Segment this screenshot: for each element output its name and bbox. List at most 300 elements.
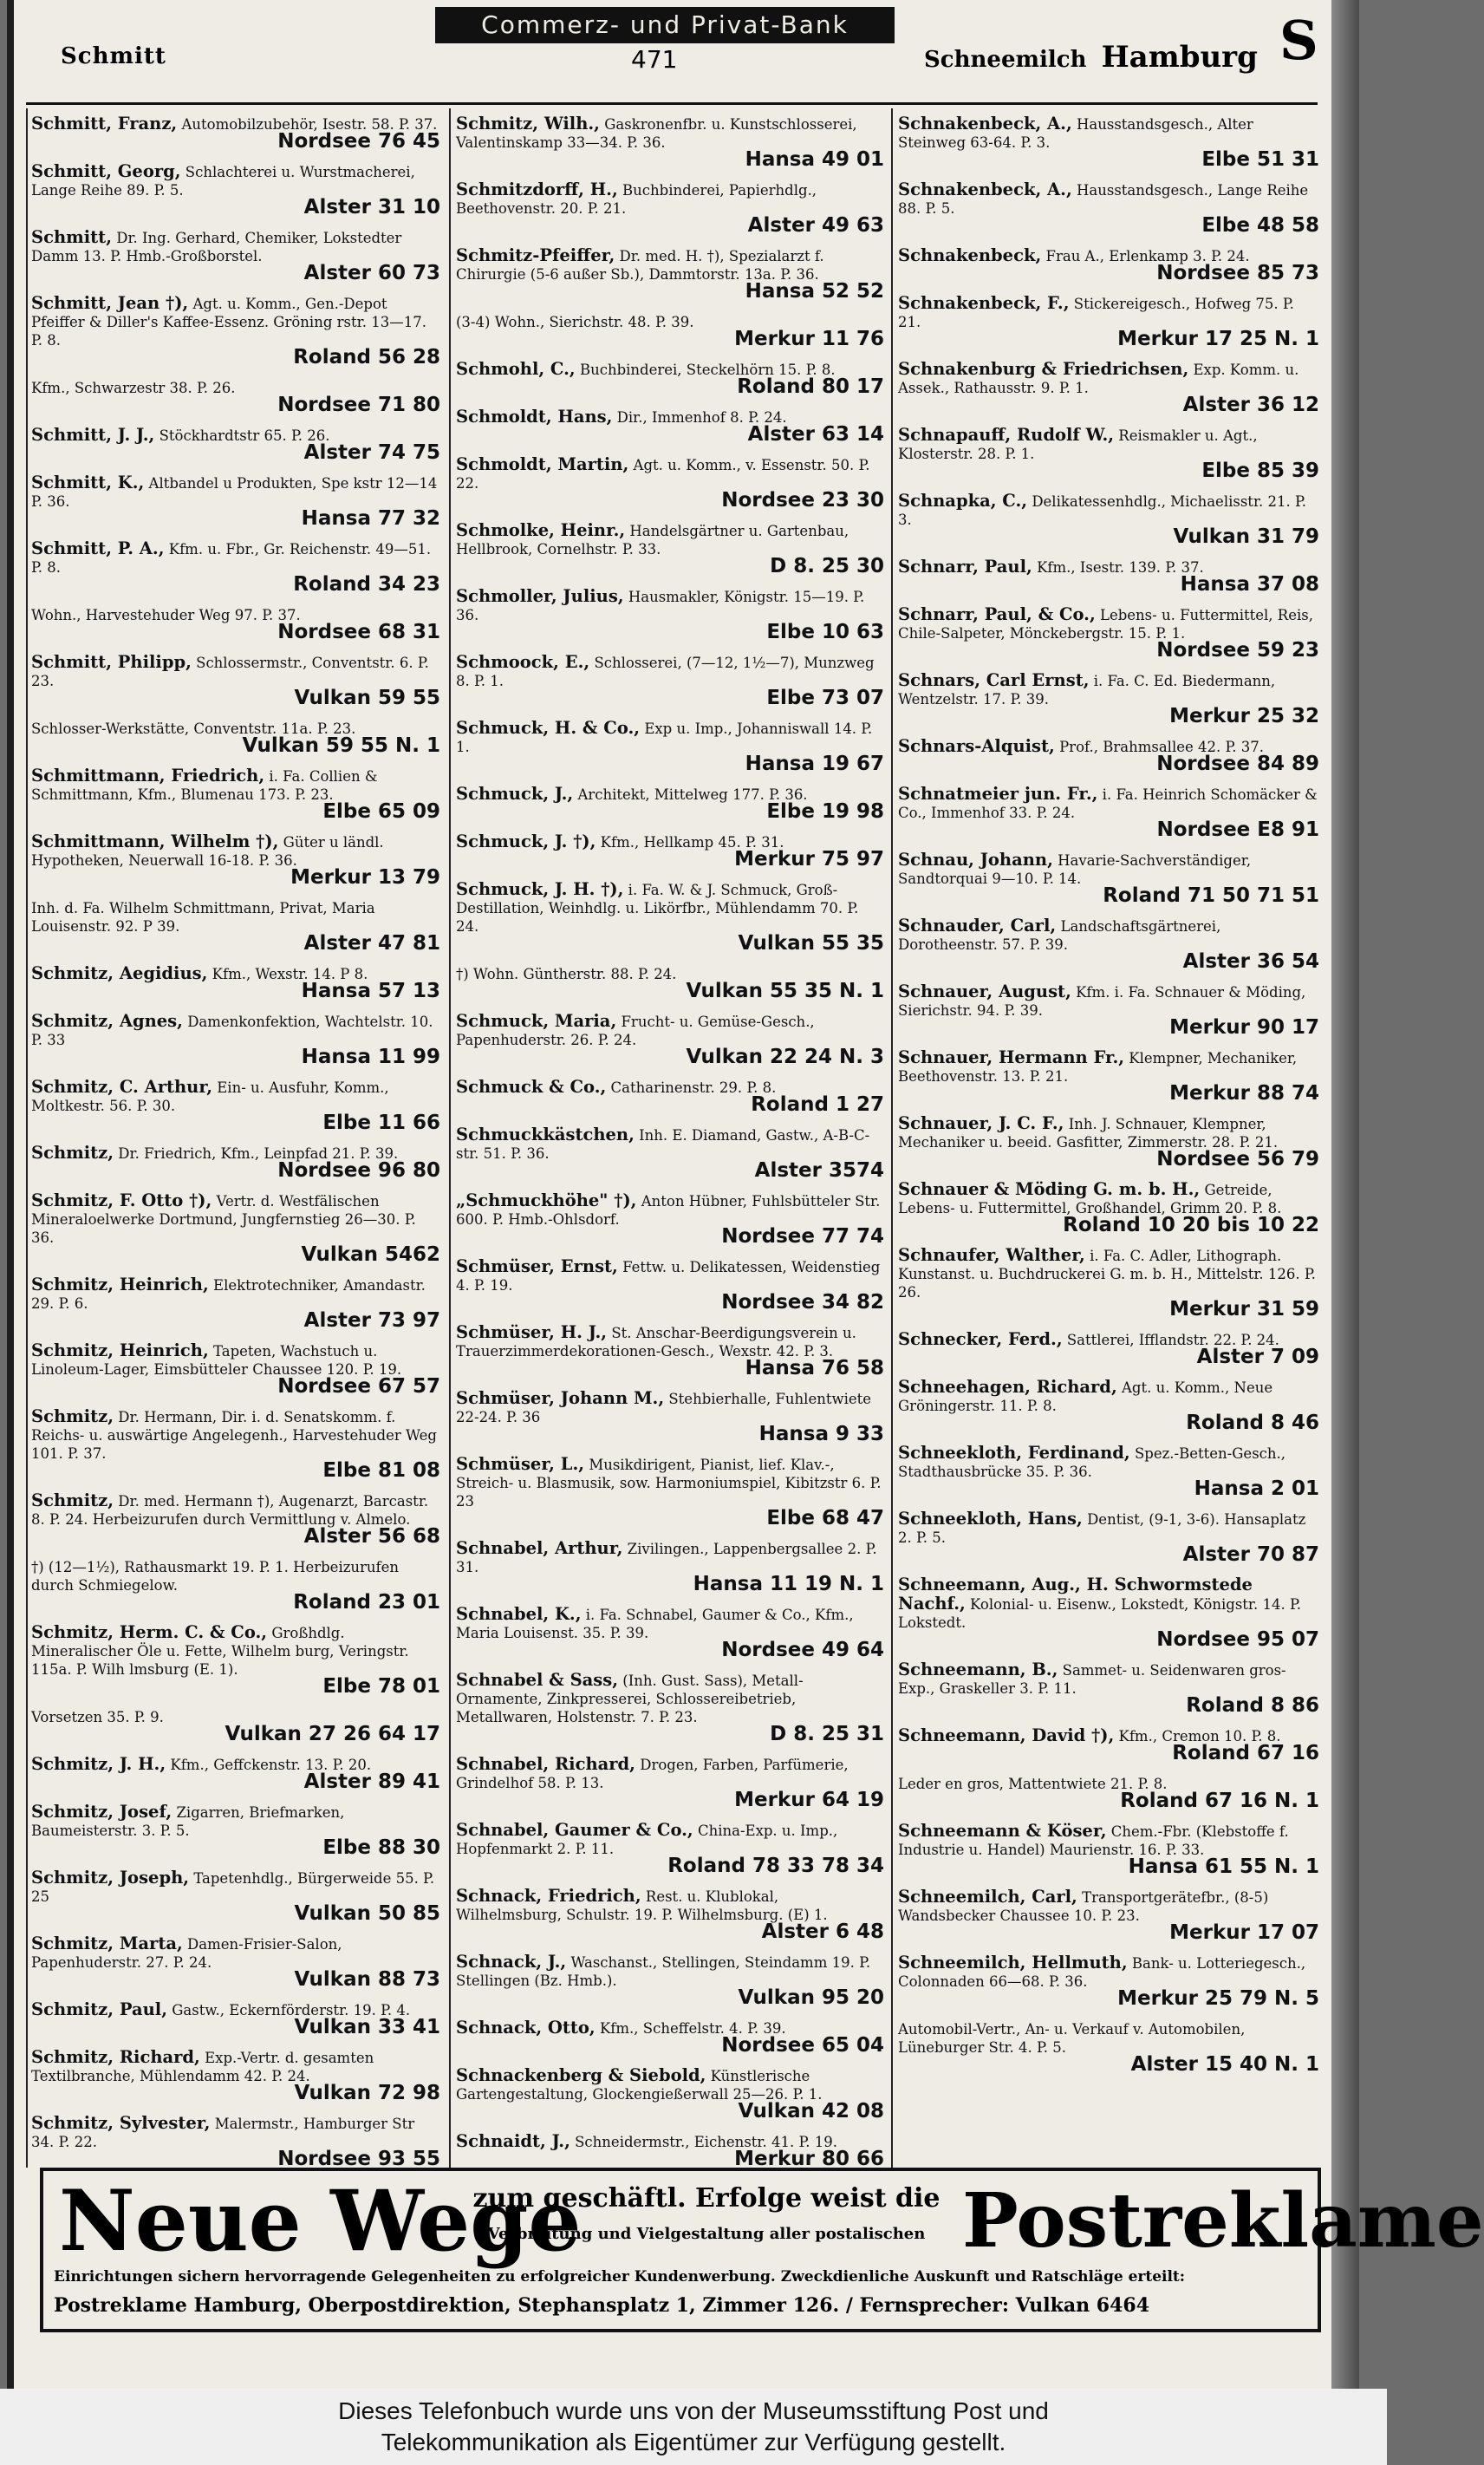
entry-name: Schnars, Carl Ernst, bbox=[898, 670, 1090, 690]
entry-name: Schneekloth, Hans, bbox=[898, 1509, 1083, 1529]
entry-phone: Hansa 19 67 bbox=[745, 753, 884, 775]
listing-entry bbox=[31, 2114, 440, 2170]
phonebook-page bbox=[7, 0, 1484, 2389]
entry-details: Fettw. u. Delikatessen, Weidenstieg 4. P. 19. bbox=[456, 1259, 881, 1294]
listing-entry bbox=[31, 473, 440, 530]
entry-details: Künstlerische Gartengestaltung, Glockengießerwall 25—26. P. 1. bbox=[456, 2068, 823, 2103]
entry-details: †) (12—1½), Rathausmarkt 19. P. 1. Herbeizurufen durch Schmiegelow. bbox=[31, 1559, 400, 1594]
entry-details: Anton Hübner, Fuhlsbütteler Str. 600. P. Hmb.-Ohlsdorf. bbox=[456, 1193, 881, 1228]
entry-phone: Roland 10 20 bis 10 22 bbox=[1063, 1214, 1319, 1236]
entry-details: Kfm., Hellkamp 45. P. 31. bbox=[600, 834, 784, 851]
entry-phone: Nordsee 59 23 bbox=[1156, 639, 1319, 662]
entry-phone: Nordsee E8 91 bbox=[1156, 818, 1319, 841]
entry-name: Schnauder, Carl, bbox=[898, 916, 1057, 936]
entry-phone: Nordsee 23 30 bbox=[721, 489, 884, 512]
listing-entry bbox=[898, 1444, 1319, 1500]
ad-headline-left: Neue Wege bbox=[59, 2172, 582, 2270]
listing-entry bbox=[31, 964, 440, 1002]
entry-details: Dir., Immenhof 8. P. 24. bbox=[616, 409, 787, 426]
entry-phone: Merkur 90 17 bbox=[1169, 1016, 1319, 1039]
entry-details: Kfm., Wexstr. 14. P 8. bbox=[212, 966, 368, 982]
entry-details: Agt. u. Komm., v. Essenstr. 50. P. 22. bbox=[456, 457, 870, 492]
entry-name: Schnakenbeck, A., bbox=[898, 114, 1072, 134]
entry-name: Schmitz, Marta, bbox=[31, 1934, 183, 1953]
listing-entry bbox=[456, 246, 884, 303]
listing-column-1 bbox=[31, 114, 440, 2170]
entry-phone: Nordsee 96 80 bbox=[277, 1159, 440, 1182]
entry-details: Wohn., Harvestehuder Weg 97. P. 37. bbox=[31, 607, 301, 623]
entry-details: Güter u ländl. Hypotheken, Neuerwall 16-18. P. 36. bbox=[31, 834, 384, 869]
listing-entry bbox=[31, 1144, 440, 1182]
listing-entry bbox=[31, 719, 440, 757]
entry-phone: Roland 1 27 bbox=[751, 1093, 884, 1116]
entry-phone: Nordsee 56 79 bbox=[1156, 1148, 1319, 1171]
listing-entry bbox=[898, 294, 1319, 350]
entry-name: Schmitt, bbox=[31, 227, 112, 247]
entry-details: Dr. Ing. Gerhard, Chemiker, Lokstedter Damm 13. P. Hmb.-Großborstel. bbox=[31, 230, 402, 264]
entry-phone: Merkur 31 59 bbox=[1169, 1298, 1319, 1321]
listing-entry bbox=[898, 1048, 1319, 1105]
entry-phone: Elbe 88 30 bbox=[322, 1836, 440, 1859]
entry-details: (Inh. Gust. Sass), Metall-Ornamente, Zinkpresserei, Schlossereibetrieb, Metallwaren, Holstenstr. 7. P. 23. bbox=[456, 1673, 804, 1725]
listing-entry bbox=[456, 587, 884, 643]
entry-phone: Merkur 75 97 bbox=[734, 848, 884, 871]
entry-name: Schnakenbeck, F., bbox=[898, 293, 1070, 313]
entry-details: Dr. med. Hermann †), Augenarzt, Barcastr. 8. P. 24. Herbeizurufen durch Vermittlung v. Almelo. bbox=[31, 1493, 429, 1528]
entry-details: Damenkonfektion, Wachtelstr. 10. P. 33 bbox=[31, 1014, 433, 1048]
listing-entry bbox=[456, 1389, 884, 1445]
entry-details: Frucht- u. Gemüse-Gesch., Papenhuderstr. 26. P. 24. bbox=[456, 1014, 815, 1048]
entry-name: Schmüser, Johann M., bbox=[456, 1388, 665, 1408]
entry-details: Schneidermstr., Eichenstr. 41. P. 19. bbox=[575, 2134, 837, 2150]
entry-name: Schmitz, F. Otto †), bbox=[31, 1190, 212, 1210]
ad-headline-middle: zum geschäftl. Erfolge weist die bbox=[472, 2183, 941, 2214]
entry-details: Inh. J. Schnauer, Klempner, Mechaniker u. beeid. Gasfitter, Zimmerstr. 28. P. 21. bbox=[898, 1116, 1279, 1151]
listing-entry bbox=[31, 378, 440, 416]
entry-details: i. Fa. Schnabel, Gaumer & Co., Kfm., Maria Louisenst. 35. P. 39. bbox=[456, 1607, 854, 1641]
entry-name: Schmitz, Richard, bbox=[31, 2047, 200, 2067]
entry-details: Drogen, Farben, Parfümerie, Grindelhof 58. P. 13. bbox=[456, 1757, 849, 1791]
ad-headline-right: Postreklame bbox=[962, 2177, 1484, 2265]
entry-phone: Hansa 57 13 bbox=[301, 980, 440, 1002]
entry-details: Delikatessenhdlg., Michaelisstr. 21. P. 3. bbox=[898, 493, 1306, 528]
listing-entry bbox=[456, 832, 884, 871]
entry-name: Schmuckkästchen, bbox=[456, 1125, 635, 1144]
entry-phone: Nordsee 49 64 bbox=[721, 1639, 884, 1661]
entry-phone: Hansa 37 08 bbox=[1180, 573, 1319, 596]
entry-name: Schmolke, Heinr., bbox=[456, 520, 626, 540]
entry-name: Schmitz, J. H., bbox=[31, 1754, 166, 1774]
entry-phone: Roland 78 33 78 34 bbox=[667, 1855, 884, 1877]
entry-name: Schnakenbeck, bbox=[898, 245, 1042, 265]
entry-phone: D 8. 25 30 bbox=[770, 555, 884, 577]
listing-entry bbox=[898, 1330, 1319, 1368]
entry-name: Schmitt, Jean †), bbox=[31, 293, 189, 313]
entry-name: Schmitz, Herm. C. & Co., bbox=[31, 1622, 268, 1642]
listing-entry bbox=[898, 851, 1319, 907]
header-city: Hamburg bbox=[1101, 40, 1258, 75]
listing-entry bbox=[456, 114, 884, 171]
entry-details: i. Fa. Collien & Schmittmann, Kfm., Blumenau 173. P. 23. bbox=[31, 768, 378, 803]
entry-details: Architekt, Mittelweg 177. P. 36. bbox=[577, 786, 808, 803]
listing-entry bbox=[898, 1180, 1319, 1236]
listing-entry bbox=[456, 2132, 884, 2170]
listing-entry bbox=[898, 1774, 1319, 1812]
entry-details: i. Fa. W. & J. Schmuck, Groß-Destillation, Weinhdlg. u. Likörfbr., Mühlendamm 70. P. 24. bbox=[456, 882, 859, 935]
entry-name: Schmitz, bbox=[31, 1490, 114, 1510]
listing-entry bbox=[31, 228, 440, 284]
entry-name: Schmitt, Georg, bbox=[31, 161, 181, 181]
entry-phone: Nordsee 76 45 bbox=[277, 130, 440, 153]
entry-details: Kfm., Schwarzestr 38. P. 26. bbox=[31, 380, 236, 396]
entry-phone: Vulkan 31 79 bbox=[1173, 525, 1319, 548]
entry-phone: Vulkan 55 35 N. 1 bbox=[686, 980, 884, 1002]
entry-details: Agt. u. Komm., Gen.-Depot Pfeiffer & Diller's Kaffee-Essenz. Gröning rstr. 13—17. P. 8. bbox=[31, 296, 426, 349]
entry-details: Klempner, Mechaniker, Beethovenstr. 13. P. 21. bbox=[898, 1050, 1298, 1085]
entry-name: Schmoldt, Hans, bbox=[456, 407, 613, 427]
entry-details: i. Fa. Heinrich Schomäcker & Co., Immenhof 33. P. 24. bbox=[898, 786, 1318, 821]
entry-name: Schnakenbeck, A., bbox=[898, 179, 1072, 199]
entry-phone: Elbe 81 08 bbox=[322, 1459, 440, 1482]
listing-entry bbox=[456, 455, 884, 512]
listing-entry bbox=[898, 246, 1319, 284]
entry-name: Schnatmeier jun. Fr., bbox=[898, 784, 1098, 804]
entry-name: Schmitz-Pfeiffer, bbox=[456, 245, 615, 265]
entry-name: Schmitt, P. A., bbox=[31, 538, 165, 558]
entry-phone: Roland 67 16 bbox=[1172, 1742, 1319, 1764]
entry-details: Vertr. d. Westfälischen Mineraloelwerke Dortmund, Jungfernstieg 26—30. P. 36. bbox=[31, 1193, 416, 1246]
entry-details: Elektrotechniker, Amandastr. 29. P. 6. bbox=[31, 1277, 426, 1312]
entry-details: Hausmakler, Königstr. 15—19. P. 36. bbox=[456, 589, 865, 623]
entry-details: Malermstr., Hamburger Str 34. P. 22. bbox=[31, 2116, 415, 2150]
listing-column-2 bbox=[456, 114, 884, 2170]
entry-name: Schnaidt, J., bbox=[456, 2131, 570, 2151]
listing-entry bbox=[898, 916, 1319, 973]
entry-phone: Roland 8 86 bbox=[1186, 1694, 1319, 1717]
listing-entry bbox=[31, 2048, 440, 2104]
entry-details: Hausstandsgesch., Alter Steinweg 63-64. P. 3. bbox=[898, 116, 1253, 151]
entry-name: Schmittmann, Wilhelm †), bbox=[31, 831, 279, 851]
entry-details: Exp. Komm. u. Assek., Rathausstr. 9. P. 1. bbox=[898, 362, 1299, 396]
entry-phone: Merkur 17 25 N. 1 bbox=[1117, 328, 1319, 350]
entry-phone: Nordsee 95 07 bbox=[1156, 1628, 1319, 1651]
listing-entry bbox=[31, 426, 440, 464]
entry-phone: Hansa 49 01 bbox=[745, 148, 884, 171]
listing-entry bbox=[31, 1755, 440, 1793]
listing-entry bbox=[31, 605, 440, 643]
entry-phone: Alster 63 14 bbox=[747, 423, 884, 446]
header-right-name-text: Schneemilch bbox=[924, 47, 1087, 73]
entry-name: Schmitz, Josef, bbox=[31, 1802, 172, 1822]
entry-details: Schlosser-Werkstätte, Conventstr. 11a. P. 23. bbox=[31, 721, 356, 737]
column-rule bbox=[449, 108, 451, 2168]
listing-entry bbox=[456, 1671, 884, 1745]
entry-details: Musikdirigent, Pianist, lief. Klav.-, Streich- u. Blasmusik, sow. Harmoniumspiel, Kibitzstr 6. P. 23 bbox=[456, 1457, 882, 1510]
entry-details: St. Anschar-Beerdigungsverein u. Trauerzimmerdekorationen-Gesch., Wexstr. 42. P. 3. bbox=[456, 1325, 856, 1360]
listing-entry bbox=[456, 2018, 884, 2057]
entry-phone: Alster 70 87 bbox=[1182, 1543, 1319, 1566]
entry-name: Schmuck, J. H. †), bbox=[456, 879, 624, 899]
entry-phone: Roland 80 17 bbox=[737, 375, 884, 398]
entry-phone: Alster 7 09 bbox=[1196, 1346, 1319, 1368]
listing-entry bbox=[456, 1125, 884, 1182]
page-number: 471 bbox=[631, 45, 678, 74]
entry-phone: Nordsee 77 74 bbox=[721, 1225, 884, 1248]
entry-details: Rest. u. Klublokal, Wilhelmsburg, Schulstr. 19. P. Wilhelmsburg. (E) 1. bbox=[456, 1888, 828, 1923]
entry-name: Schneemilch, Carl, bbox=[898, 1887, 1077, 1907]
listing-entry bbox=[456, 880, 884, 955]
entry-phone: Merkur 25 32 bbox=[1169, 705, 1319, 727]
entry-phone: Elbe 78 01 bbox=[322, 1675, 440, 1698]
listing-entry bbox=[31, 2000, 440, 2038]
entry-phone: Vulkan 55 35 bbox=[738, 932, 884, 955]
entry-name: Schnapka, C., bbox=[898, 491, 1028, 511]
entry-details: Schlossermstr., Conventstr. 6. P. 23. bbox=[31, 655, 429, 689]
entry-name: Schmitz, bbox=[31, 1143, 114, 1163]
listing-entry bbox=[456, 1821, 884, 1877]
listing-entry bbox=[31, 1491, 440, 1548]
entry-name: Schnabel & Sass, bbox=[456, 1670, 619, 1690]
entry-phone: Hansa 76 58 bbox=[745, 1357, 884, 1379]
listing-entry bbox=[31, 1803, 440, 1859]
listing-entry bbox=[31, 832, 440, 889]
entry-phone: Vulkan 59 55 N. 1 bbox=[242, 734, 440, 757]
entry-phone: Hansa 9 33 bbox=[758, 1423, 884, 1445]
entry-name: Schnarr, Paul, & Co., bbox=[898, 604, 1096, 624]
entry-phone: Alster 6 48 bbox=[761, 1920, 884, 1943]
entry-phone: Alster 36 12 bbox=[1182, 394, 1319, 416]
listing-entry bbox=[456, 964, 884, 1002]
entry-name: Schmitz, C. Arthur, bbox=[31, 1077, 212, 1097]
entry-name: Schmitz, bbox=[31, 1406, 114, 1426]
entry-details: Exp.-Vertr. d. gesamten Textilbranche, Mühlendamm 42. P. 24. bbox=[31, 2050, 374, 2084]
listing-entry bbox=[456, 1539, 884, 1595]
listing-entry bbox=[31, 294, 440, 368]
entry-details: Automobilzubehör, Isestr. 58. P. 37. bbox=[181, 116, 438, 133]
entry-phone: Vulkan 95 20 bbox=[738, 1986, 884, 2009]
entry-details: Schlachterei u. Wurstmacherei, Lange Reihe 89. P. 5. bbox=[31, 164, 415, 199]
entry-details: Ein- u. Ausfuhr, Komm., Moltkestr. 56. P. 30. bbox=[31, 1079, 389, 1114]
entry-details: Lebens- u. Futtermittel, Reis, Chile-Salpeter, Mönckebergstr. 15. P. 1. bbox=[898, 607, 1313, 642]
listing-entry bbox=[898, 1575, 1319, 1651]
entry-details: Sattlerei, Ifflandstr. 22. P. 24. bbox=[1066, 1332, 1279, 1348]
entry-phone: Vulkan 27 26 64 17 bbox=[225, 1723, 440, 1745]
entry-details: Prof., Brahmsallee 42. P. 37. bbox=[1059, 739, 1264, 755]
entry-phone: Roland 23 01 bbox=[293, 1591, 440, 1614]
header-left-name: Schmitt bbox=[61, 43, 166, 69]
listing-entry bbox=[456, 1887, 884, 1943]
header-rule bbox=[26, 102, 1318, 105]
entry-details: Bank- u. Lotteriegesch., Colonnaden 66—68. P. 36. bbox=[898, 1955, 1306, 1990]
entry-phone: Vulkan 50 85 bbox=[294, 1902, 440, 1925]
entry-phone: Hansa 77 32 bbox=[301, 507, 440, 530]
archive-footer bbox=[0, 2389, 1387, 2465]
page-left-edge bbox=[7, 0, 14, 2389]
entry-details: Havarie-Sachverständiger, Sandtorquai 9—10. P. 14. bbox=[898, 852, 1252, 887]
entry-name: Schnabel, Gaumer & Co., bbox=[456, 1820, 693, 1840]
entry-details: Dr. Hermann, Dir. i. d. Senatskomm. f. Reichs- u. auswärtige Angelegenh., Harvestehuder Weg 101. P. 37. bbox=[31, 1409, 437, 1462]
entry-details: Tapeten, Wachstuch u. Linoleum-Lager, Eimsbütteler Chaussee 120. P. 19. bbox=[31, 1343, 402, 1378]
listing-entry bbox=[31, 653, 440, 709]
entry-details: Reismakler u. Agt., Klosterstr. 28. P. 1. bbox=[898, 427, 1258, 462]
entry-details: Exp u. Imp., Johanniswall 14. P. 1. bbox=[456, 721, 873, 755]
listing-entry bbox=[31, 766, 440, 823]
entry-phone: Nordsee 67 57 bbox=[277, 1375, 440, 1398]
entry-phone: Elbe 19 98 bbox=[766, 800, 884, 823]
entry-phone: Merkur 64 19 bbox=[734, 1789, 884, 1811]
listing-entry bbox=[898, 982, 1319, 1039]
entry-details: Inh. E. Diamand, Gastw., A-B-C-str. 51. P. 36. bbox=[456, 1127, 870, 1162]
entry-phone: Alster 47 81 bbox=[303, 932, 440, 955]
entry-name: Schmoock, E., bbox=[456, 652, 590, 672]
entry-details: Tapetenhdlg., Bürgerweide 55. P. 25 bbox=[31, 1870, 435, 1905]
entry-details: Stickereigesch., Hofweg 75. P. 21. bbox=[898, 296, 1294, 330]
entry-details: i. Fa. C. Ed. Biedermann, Wentzelstr. 17. P. 39. bbox=[898, 673, 1276, 708]
listing-entry bbox=[898, 558, 1319, 596]
entry-phone: Hansa 2 01 bbox=[1194, 1477, 1319, 1500]
entry-name: Schmitt, Franz, bbox=[31, 114, 178, 134]
listing-entry bbox=[898, 1114, 1319, 1171]
entry-details: Kolonial- u. Eisenw., Lokstedt, Königstr. 14. P. Lokstedt. bbox=[898, 1596, 1301, 1631]
entry-phone: Vulkan 59 55 bbox=[294, 687, 440, 709]
footer-line-1: Dieses Telefonbuch wurde uns von der Museumsstiftung Post und bbox=[338, 2397, 1049, 2424]
entry-phone: Alster 73 97 bbox=[303, 1309, 440, 1332]
entry-phone: Merkur 11 76 bbox=[734, 328, 884, 350]
entry-details: Dr. Friedrich, Kfm., Leinpfad 21. P. 39. bbox=[118, 1145, 399, 1162]
entry-phone: Elbe 73 07 bbox=[766, 687, 884, 709]
entry-phone: Elbe 48 58 bbox=[1201, 214, 1319, 237]
entry-name: Schmitt, J. J., bbox=[31, 425, 155, 445]
entry-phone: Vulkan 42 08 bbox=[738, 2100, 884, 2123]
listing-entry bbox=[456, 1257, 884, 1314]
ad-subline: Verbreitung und Vielgestaltung aller postalischen bbox=[487, 2225, 926, 2243]
entry-details: China-Exp. u. Imp., Hopfenmarkt 2. P. 11. bbox=[456, 1823, 838, 1857]
entry-details: (3-4) Wohn., Sierichstr. 48. P. 39. bbox=[456, 314, 694, 330]
listing-entry bbox=[456, 785, 884, 823]
entry-details: Waschanst., Stellingen, Steindamm 19. P. Stellingen (Bz. Hmb.). bbox=[456, 1954, 871, 1989]
entry-phone: Merkur 88 74 bbox=[1169, 1082, 1319, 1105]
listing-entry bbox=[31, 1934, 440, 1991]
listing-entry bbox=[456, 521, 884, 577]
entry-name: Schneehagen, Richard, bbox=[898, 1377, 1117, 1397]
entry-phone: Elbe 85 39 bbox=[1201, 460, 1319, 482]
entry-details: Kfm. u. Fbr., Gr. Reichenstr. 49—51. P. 8. bbox=[31, 541, 432, 576]
entry-name: Schnars-Alquist, bbox=[898, 736, 1055, 756]
entry-details: i. Fa. C. Adler, Lithograph. Kunstanst. u. Buchdruckerei G. m. b. H., Mittelstr. 126. P. 26. bbox=[898, 1248, 1316, 1301]
listing-entry bbox=[898, 1378, 1319, 1434]
entry-name: Schmuck, J. †), bbox=[456, 831, 596, 851]
entry-name: Schneemilch, Hellmuth, bbox=[898, 1953, 1128, 1973]
entry-name: Schmüser, H. J., bbox=[456, 1322, 608, 1342]
listing-entry bbox=[31, 1707, 440, 1745]
header-right-name bbox=[924, 40, 1258, 75]
listing-entry bbox=[898, 492, 1319, 548]
entry-name: Schneemann, B., bbox=[898, 1660, 1058, 1679]
entry-name: Schnackenberg & Siebold, bbox=[456, 2065, 706, 2085]
entry-name: Schnau, Johann, bbox=[898, 850, 1053, 870]
entry-name: Schnack, Otto, bbox=[456, 2018, 596, 2038]
entry-details: Catharinenstr. 29. P. 8. bbox=[610, 1079, 777, 1096]
entry-name: Schmitz, Aegidius, bbox=[31, 963, 208, 983]
entry-name: Schmitz, Sylvester, bbox=[31, 2113, 211, 2133]
entry-phone: Nordsee 65 04 bbox=[721, 2034, 884, 2057]
listing-entry bbox=[898, 426, 1319, 482]
listing-entry bbox=[456, 180, 884, 237]
entry-name: Schmuck, J., bbox=[456, 784, 574, 804]
entry-phone: Nordsee 71 80 bbox=[277, 394, 440, 416]
entry-phone: Nordsee 68 31 bbox=[277, 621, 440, 643]
listing-entry bbox=[31, 1078, 440, 1134]
entry-name: Schmitz, Paul, bbox=[31, 1999, 167, 2019]
listing-entry bbox=[31, 162, 440, 218]
entry-name: Schnapauff, Rudolf W., bbox=[898, 425, 1115, 445]
entry-phone: Alster 31 10 bbox=[303, 196, 440, 218]
entry-phone: Merkur 13 79 bbox=[290, 866, 440, 889]
entry-name: Schmitt, K., bbox=[31, 473, 145, 492]
entry-phone: Vulkan 22 24 N. 3 bbox=[686, 1046, 884, 1068]
entry-name: Schmitt, Philipp, bbox=[31, 652, 192, 672]
entry-name: Schmoldt, Martin, bbox=[456, 454, 629, 474]
entry-name: Schneemann, Aug., H. Schwormstede Nachf., bbox=[898, 1575, 1253, 1614]
listing-entry bbox=[456, 312, 884, 350]
entry-details: Agt. u. Komm., Neue Gröningerstr. 11. P. 8. bbox=[898, 1379, 1273, 1414]
entry-name: Schnack, J., bbox=[456, 1952, 567, 1972]
entry-phone: Roland 56 28 bbox=[293, 346, 440, 368]
entry-name: Schmitzdorff, H., bbox=[456, 179, 618, 199]
entry-name: Schneemann & Köser, bbox=[898, 1821, 1107, 1841]
entry-details: Sammet- u. Seidenwaren gros-Exp., Graskeller 3. P. 11. bbox=[898, 1662, 1286, 1697]
listing-entry bbox=[898, 1510, 1319, 1566]
entry-details: Dentist, (9-1, 3-6). Hansaplatz 2. P. 5. bbox=[898, 1511, 1306, 1546]
entry-phone: Nordsee 84 89 bbox=[1156, 753, 1319, 775]
listing-entry bbox=[456, 1953, 884, 2009]
entry-phone: Roland 34 23 bbox=[293, 573, 440, 596]
listing-entry bbox=[456, 1605, 884, 1661]
entry-phone: Alster 74 75 bbox=[303, 441, 440, 464]
entry-phone: Roland 8 46 bbox=[1186, 1412, 1319, 1434]
entry-name: Schmoller, Julius, bbox=[456, 586, 624, 606]
listing-entry bbox=[456, 2066, 884, 2123]
entry-details: Stöckhardtstr 65. P. 26. bbox=[159, 427, 330, 444]
listing-entry bbox=[898, 2019, 1319, 2076]
entry-details: Schlosserei, (7—12, 1½—7), Munzweg 8. P. 1. bbox=[456, 655, 875, 689]
entry-name: Schnauer, Hermann Fr., bbox=[898, 1047, 1125, 1067]
listing-entry bbox=[456, 653, 884, 709]
listing-entry bbox=[898, 1953, 1319, 2010]
listing-entry bbox=[456, 408, 884, 446]
entry-phone: Merkur 17 07 bbox=[1169, 1921, 1319, 1944]
entry-details: Kfm., Geffckenstr. 13. P. 20. bbox=[170, 1757, 372, 1773]
entry-details: Kfm., Scheffelstr. 4. P. 39. bbox=[599, 2020, 786, 2037]
listing-entry bbox=[31, 1407, 440, 1482]
listing-entry bbox=[31, 1012, 440, 1068]
entry-name: Schmitz, Agnes, bbox=[31, 1011, 183, 1031]
entry-details: Dr. med. H. †), Spezialarzt f. Chirurgie (5-6 außer Sb.), Dammtorstr. 13a. P. 36. bbox=[456, 248, 824, 283]
entry-phone: Elbe 68 47 bbox=[766, 1507, 884, 1529]
entry-details: Altbandel u Produkten, Spe kstr 12—14 P. 36. bbox=[31, 475, 438, 510]
entry-phone: Roland 71 50 71 51 bbox=[1103, 884, 1319, 907]
entry-details: Kfm., Cremon 10. P. 8. bbox=[1118, 1728, 1281, 1744]
entry-name: Schmitz, Heinrich, bbox=[31, 1275, 209, 1294]
entry-details: Großhdlg. Mineralischer Öle u. Fette, Wilhelm burg, Veringstr. 115a. P. Wilh lmsburg (E. 1). bbox=[31, 1625, 409, 1678]
entry-phone: Alster 89 41 bbox=[303, 1770, 440, 1793]
entry-name: Schmittmann, Friedrich, bbox=[31, 766, 265, 786]
entry-name: Schmuck & Co., bbox=[456, 1077, 607, 1097]
listing-entry bbox=[898, 1660, 1319, 1717]
entry-phone: Elbe 65 09 bbox=[322, 800, 440, 823]
entry-name: Schmitz, Heinrich, bbox=[31, 1340, 209, 1360]
entry-phone: D 8. 25 31 bbox=[770, 1723, 884, 1745]
